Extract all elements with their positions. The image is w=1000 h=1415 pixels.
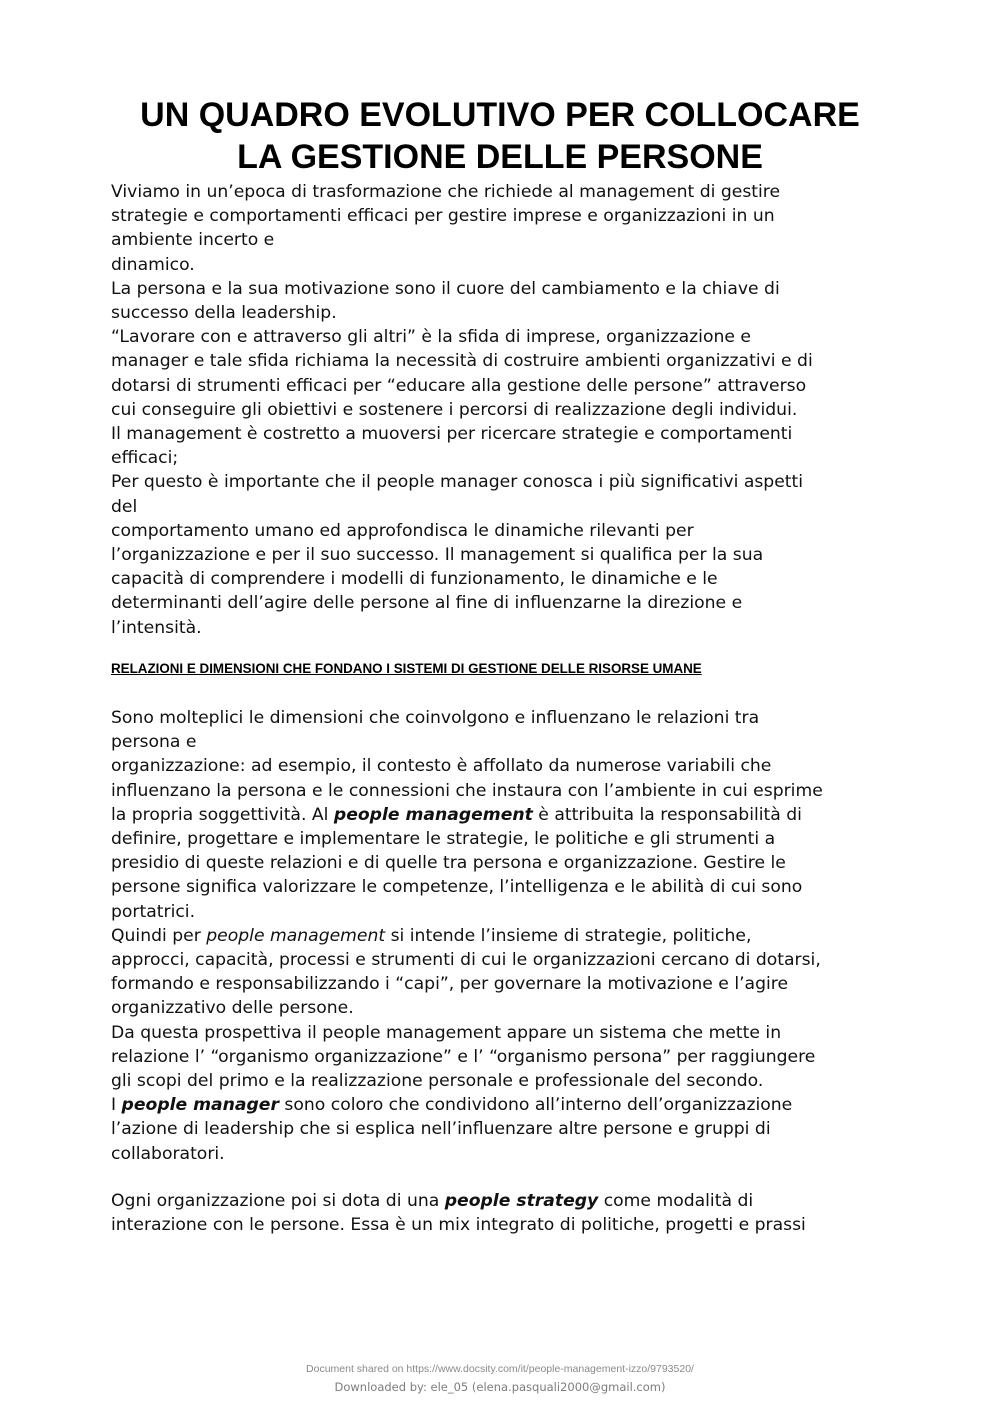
text-line: collaboratori.: [111, 1143, 225, 1164]
text-line: organizzazione: ad esempio, il contesto è affollato da numerose variabili che: [111, 756, 772, 777]
text-line: Sono molteplici le dimensioni che coinvolgono e influenzano le relazioni tra: [111, 708, 760, 728]
title-line: UN QUADRO EVOLUTIVO PER COLLOCARE: [140, 96, 860, 134]
text-line: comportamento umano ed approfondisca le dinamiche rilevanti per: [111, 520, 694, 541]
text-line: ambiente incerto e: [111, 230, 275, 251]
text-line: Ogni organizzazione poi si dota di una people strategy come modalità di: [111, 1191, 754, 1211]
text-line: successo della leadership.: [111, 303, 337, 324]
text-line: Viviamo in un’epoca di trasformazione che richiede al management di gestire: [111, 182, 781, 202]
text-line: presidio di queste relazioni e di quelle tra persona e organizzazione. Gestire le: [111, 853, 786, 874]
text-line: cui conseguire gli obiettivi e sostenere i percorsi di realizzazione degli individui.: [111, 399, 798, 420]
text-line: capacità di comprendere i modelli di funzionamento, le dinamiche e le: [111, 569, 718, 590]
text-line: dinamico.: [111, 254, 195, 275]
emphasis-bold-italic: people management: [333, 804, 533, 825]
text-line: “Lavorare con e attraverso gli altri” è la sfida di imprese, organizzazione e: [111, 327, 751, 348]
text-line: definire, progettare e implementare le strategie, le politiche e gli strumenti a: [111, 829, 776, 850]
section-heading: RELAZIONI E DIMENSIONI CHE FONDANO I SISTEMI DI GESTIONE DELLE RISORSE UMANE: [111, 661, 702, 676]
text-line: dotarsi di strumenti efficaci per “educare alla gestione delle persone” attraverso: [111, 375, 807, 396]
text-line: l’organizzazione e per il suo successo. Il management si qualifica per la sua: [111, 545, 764, 566]
emphasis-bold-italic: people manager: [121, 1095, 279, 1116]
text-line: Per questo è importante che il people manager conosca i più significativi aspetti: [111, 472, 804, 493]
text-line: persona e: [111, 732, 197, 753]
text-line: l’azione di leadership che si esplica nell’influenzare altre persone e gruppi di: [111, 1119, 771, 1140]
intro-paragraph: [111, 180, 901, 640]
text-line: I people manager sono coloro che condividono all’interno dell’organizzazione: [111, 1095, 793, 1116]
text-line: manager e tale sfida richiama la necessità di costruire ambienti organizzativi e di: [111, 351, 813, 372]
text-line: l’intensità.: [111, 617, 202, 638]
footer-shared-on: Document shared on https://www.docsity.com/it/people-management-izzo/9793520/: [306, 1363, 694, 1375]
text-line: formando e responsabilizzando i “capi”, per governare la motivazione e l’agire: [111, 974, 789, 995]
text-line: gli scopi del primo e la realizzazione personale e professionale del secondo.: [111, 1071, 764, 1092]
text-line: del: [111, 496, 138, 517]
text-line: influenzano la persona e le connessioni che instaura con l’ambiente in cui esprime: [111, 780, 823, 801]
text-line: efficaci;: [111, 448, 179, 469]
text-line: portatrici.: [111, 901, 196, 922]
section-paragraph-2: [111, 1189, 901, 1237]
text-line: Il management è costretto a muoversi per ricercare strategie e comportamenti: [111, 424, 793, 445]
text-line: persone significa valorizzare le competenze, l’intelligenza e le abilità di cui sono: [111, 877, 803, 898]
text-line: Da questa prospettiva il people management appare un sistema che mette in: [111, 1022, 782, 1043]
title-line: LA GESTIONE DELLE PERSONE: [237, 138, 763, 176]
text-line: organizzativo delle persone.: [111, 998, 354, 1019]
text-line: determinanti dell’agire delle persone al fine di influenzarne la direzione e: [111, 593, 743, 614]
emphasis-italic: people management: [206, 925, 386, 946]
text-line: La persona e la sua motivazione sono il cuore del cambiamento e la chiave di: [111, 278, 780, 299]
text-line: la propria soggettività. Al people management è attribuita la responsabilità di: [111, 804, 802, 825]
text-line: relazione l’ “organismo organizzazione” e l’ “organismo persona” per raggiungere: [111, 1046, 816, 1067]
emphasis-bold-italic: people strategy: [444, 1191, 599, 1211]
text-line: Quindi per people management si intende l’insieme di strategie, politiche,: [111, 925, 752, 946]
section-paragraph: [111, 706, 901, 1166]
text-line: interazione con le persone. Essa è un mix integrato di politiche, progetti e prassi: [111, 1215, 806, 1236]
footer-downloaded-by: Downloaded by: ele_05 (elena.pasquali2000@gmail.com): [334, 1380, 666, 1394]
text-line: strategie e comportamenti efficaci per gestire imprese e organizzazioni in un: [111, 206, 775, 227]
text-line: approcci, capacità, processi e strumenti di cui le organizzazioni cercano di dotarsi,: [111, 950, 821, 971]
page-title: [60, 94, 940, 178]
